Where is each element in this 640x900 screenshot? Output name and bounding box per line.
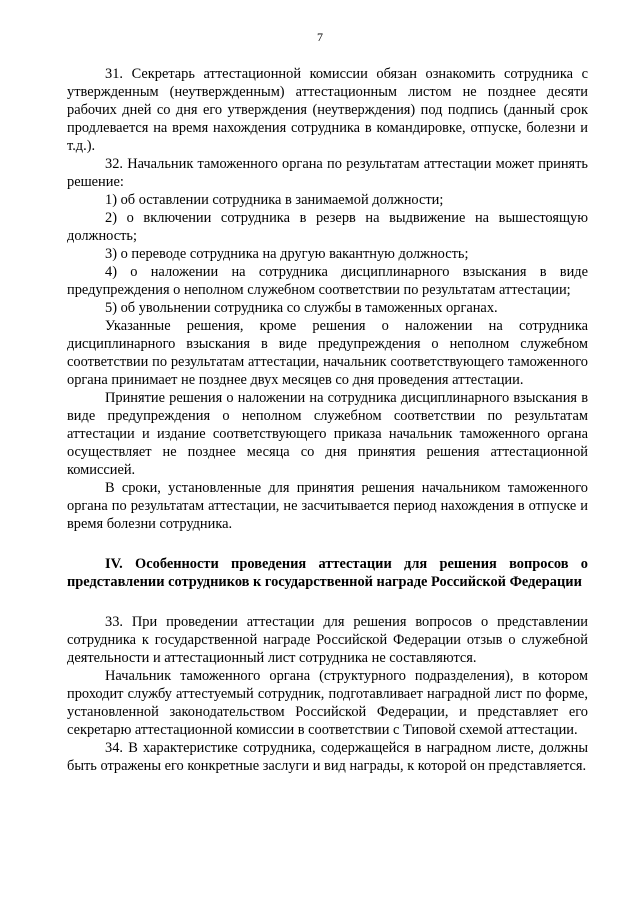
- paragraph-34: 34. В характеристике сотрудника, содержащейся в наградном листе, должны быть отражены его конкретные заслуги и вид награды, к которой он представляется.: [67, 740, 588, 774]
- list-item-32-4: 4) о наложении на сотрудника дисциплинарного взыскания в виде предупреждения о неполном служебном соответствии по результатам аттестации;: [67, 264, 588, 298]
- paragraph-32: 32. Начальник таможенного органа по результатам аттестации может принять решение:: [67, 156, 588, 190]
- list-item-32-1: 1) об оставлении сотрудника в занимаемой должности;: [105, 192, 444, 208]
- paragraph-31: 31. Секретарь аттестационной комиссии обязан ознакомить сотрудника с утвержденным (неутвержденным) аттестационным листом не позднее десяти рабочих дней со дня его утверждения (неутверждения) под подпись (данный срок продлевается на время нахождения сотрудника в командировке, отпуске, болезни и т.д.).: [67, 66, 588, 154]
- page-number: 7: [317, 30, 323, 44]
- list-item-32-3: 3) о переводе сотрудника на другую вакантную должность;: [105, 246, 469, 262]
- section-heading-iv: IV. Особенности проведения аттестации для решения вопросов о представлении сотрудников к государственной награде Российской Федерации: [67, 556, 588, 590]
- list-item-32-2: 2) о включении сотрудника в резерв на выдвижение на вышестоящую должность;: [67, 210, 588, 244]
- paragraph-32-disciplinary-deadline: Принятие решения о наложении на сотрудника дисциплинарного взыскания в виде предупреждения о неполном служебном соответствии по результатам аттестации и издание соответствующего приказа начальник таможенного органа осуществляет не позднее месяца со дня принятия решения аттестационной комиссией.: [67, 390, 588, 478]
- paragraph-32-excluded-periods: В сроки, установленные для принятия решения начальником таможенного органа по результатам аттестации, не засчитывается период нахождения в отпуске и время болезни сотрудника.: [67, 480, 588, 532]
- paragraph-33: 33. При проведении аттестации для решения вопросов о представлении сотрудника к государственной награде Российской Федерации отзыв о служебной деятельности и аттестационный лист сотрудника не составляются.: [67, 614, 588, 666]
- paragraph-32-decisions-deadline: Указанные решения, кроме решения о наложении на сотрудника дисциплинарного взыскания в виде предупреждения о неполном служебном соответствии по результатам аттестации, начальник соответствующего таможенного органа принимает не позднее двух месяцев со дня проведения аттестации.: [67, 318, 588, 388]
- paragraph-33-award-sheet: Начальник таможенного органа (структурного подразделения), в котором проходит службу аттестуемый сотрудник, подготавливает наградной лист по форме, установленной законодательством Российской Федерации, и представляет его секретарю аттестационной комиссии в соответствии с Типовой схемой аттестации.: [67, 668, 588, 738]
- document-body: [67, 65, 588, 775]
- list-item-32-5: 5) об увольнении сотрудника со службы в таможенных органах.: [105, 300, 498, 316]
